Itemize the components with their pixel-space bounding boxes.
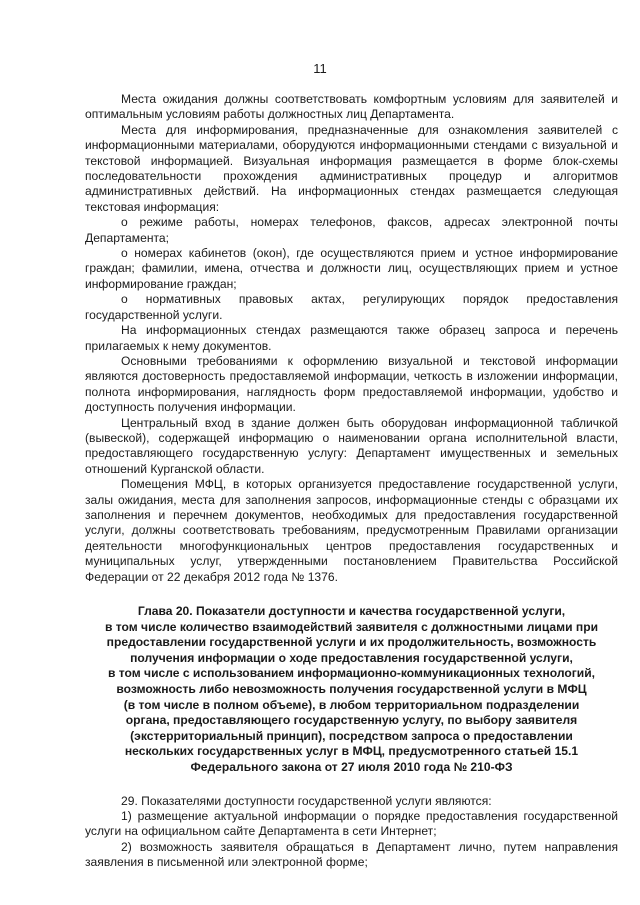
document-body bbox=[85, 92, 618, 871]
paragraph: Места для информирования, предназначенные для ознакомления заявителей с информационными материалами, оборудуются информационными стендами с визуальной и текстовой информацией. Визуальная информация размещается в форме блок-схемы последовательности прохождения административных процедур и алгоритмов административных действий. На информационных стендах размещается следующая текстовая информация: bbox=[85, 122, 618, 214]
paragraph: о нормативных правовых актах, регулирующих порядок предоставления государственной услуги. bbox=[85, 292, 618, 322]
chapter-heading-line: в том числе с использованием информационно-коммуникационных технологий, bbox=[107, 666, 596, 681]
chapter-heading-line: в том числе количество взаимодействий заявителя с должностными лицами при bbox=[104, 619, 599, 634]
chapter-heading-line: возможность либо невозможность получения государственной услуги в МФЦ bbox=[116, 681, 587, 696]
paragraph: Места ожидания должны соответствовать комфортным условиям для заявителей и оптимальным условиям работы должностных лиц Департамента. bbox=[85, 92, 618, 122]
chapter-heading-line: Глава 20. Показатели доступности и качества государственной услуги, bbox=[137, 604, 566, 618]
paragraph: На информационных стендах размещаются также образец запроса и перечень прилагаемых к нему документов. bbox=[85, 323, 618, 353]
chapter-heading-line: получения информации о ходе предоставления государственной услуги, bbox=[130, 650, 573, 665]
paragraph: Центральный вход в здание должен быть оборудован информационной табличкой (вывеской), содержащей информацию о наименовании органа исполнительной власти, предоставляющего государственную услугу: Департамент имущественных и земельных отношений Курганской области. bbox=[85, 415, 618, 476]
chapter-heading-line: нескольких государственных услуг в МФЦ, предусмотренного статьей 15.1 bbox=[124, 744, 579, 759]
chapter-heading bbox=[85, 604, 618, 776]
page-number: 11 bbox=[313, 61, 327, 76]
chapter-heading-line: (экстерриториальный принцип), посредством запроса о предоставлении bbox=[130, 728, 573, 743]
paragraph: о режиме работы, номерах телефонов, факсов, адресах электронной почты Департамента; bbox=[85, 215, 618, 245]
chapter-heading-line: предоставлении государственной услуги и их продолжительность, возможность bbox=[106, 635, 597, 650]
paragraph: 29. Показателями доступности государственной услуги являются: bbox=[121, 793, 492, 808]
chapter-heading-line: (в том числе в полном объеме), в любом территориальном подразделении bbox=[123, 697, 580, 712]
paragraph: Основными требованиями к оформлению визуальной и текстовой информации являются достоверность предоставляемой информации, четкость в изложении информации, полнота информирования, наглядность форм предоставляемой информации, удобство и доступность получения информации. bbox=[85, 353, 618, 415]
chapter-heading-line: органа, предоставляющего государственную услугу, по выбору заявителя bbox=[125, 713, 578, 728]
paragraph: 2) возможность заявителя обращаться в Департамент лично, путем направления заявления в письменной или электронной форме; bbox=[85, 839, 618, 870]
paragraph: Помещения МФЦ, в которых организуется предоставление государственной услуги, залы ожидания, места для заполнения запросов, информационные стенды с образцами их заполнения и перечнем документов, необходимых для предоставления государственной услуги, должны соответствовать требованиям, предусмотренным Правилами организации деятельности многофункциональных центров предоставления государственных и муниципальных услуг, утвержденными постановлением Правительства Российской Федерации от 22 декабря 2012 года № 1376. bbox=[85, 477, 618, 584]
paragraph: о номерах кабинетов (окон), где осуществляются прием и устное информирование граждан; фамилии, имена, отчества и должности лиц, осуществляющих прием и устное информирование граждан; bbox=[85, 246, 618, 291]
chapter-heading-line: Федерального закона от 27 июля 2010 года № 210-ФЗ bbox=[190, 759, 513, 774]
paragraph: 1) размещение актуальной информации о порядке предоставления государственной услуги на официальном сайте Департамента в сети Интернет; bbox=[85, 808, 618, 839]
